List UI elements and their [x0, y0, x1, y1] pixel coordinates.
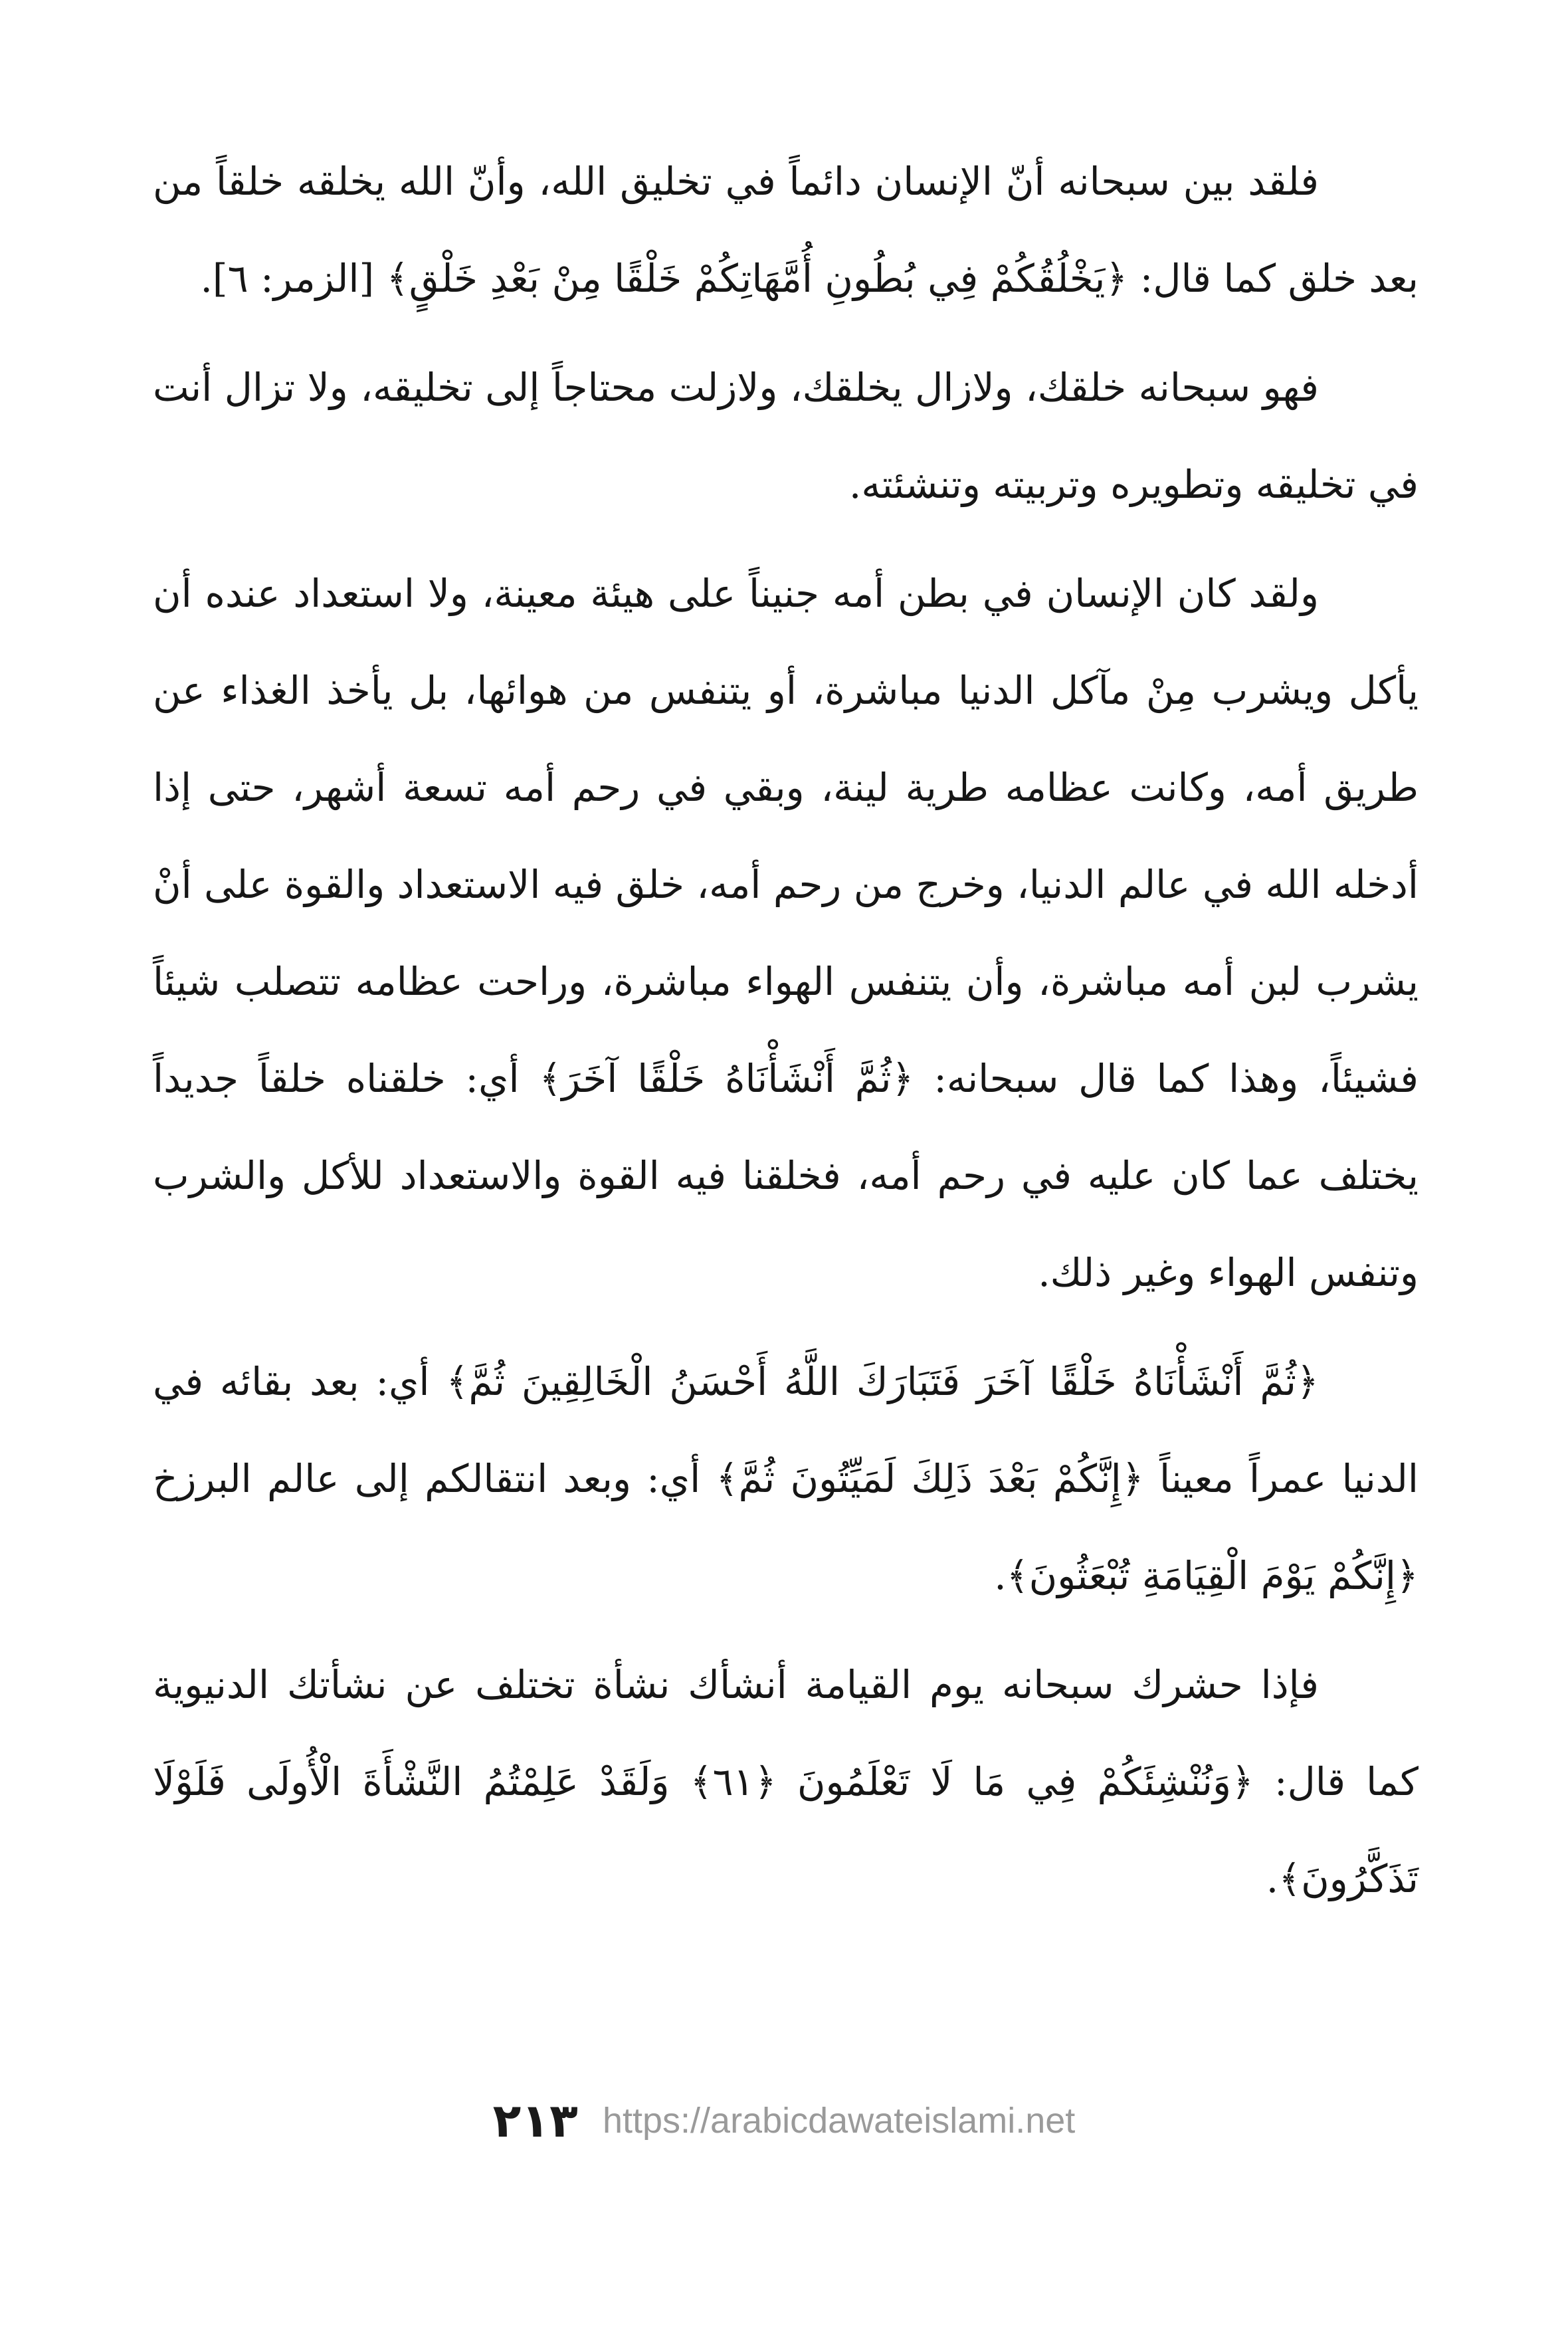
- paragraph-2: فهو سبحانه خلقك، ولازال يخلقك، ولازلت محتاجاً إلى تخليقه، ولا تزال أنت في تخليقه وتطويره وتربيته وتنشئته.: [153, 365, 1419, 507]
- page-footer: [0, 2093, 1568, 2148]
- page-number: ٢١٣: [492, 2093, 578, 2148]
- paragraph-5: فإذا حشرك سبحانه يوم القيامة أنشأك نشأة تختلف عن نشأتك الدنيوية كما قال: ﴿وَنُنْشِئَكُمْ فِي مَا لَا تَعْلَمُونَ ﴿٦١﴾ وَلَقَدْ عَلِمْتُمُ النَّشْأَةَ الْأُولَى فَلَوْلَا تَذَكَّرُونَ﴾.: [153, 1662, 1419, 1901]
- paragraph-3: ولقد كان الإنسان في بطن أمه جنيناً على هيئة معينة، ولا استعداد عنده أن يأكل ويشرب مِنْ مآكل الدنيا مباشرة، أو يتنفس من هوائها، بل يأخذ الغذاء عن طريق أمه، وكانت عظامه طرية لينة، وبقي في رحم أمه تسعة أشهر، حتى إذا أدخله الله في عالم الدنيا، وخرج من رحم أمه، خلق فيه الاستعداد والقوة على أنْ يشرب لبن أمه مباشرة، وأن يتنفس الهواء مباشرة، وراحت عظامه تتصلب شيئاً فشيئاً، وهذا كما قال سبحانه: ﴿ثُمَّ أَنْشَأْنَاهُ خَلْقًا آخَرَ﴾ أي: خلقناه خلقاً جديداً يختلف عما كان عليه في رحم أمه، فخلقنا فيه القوة والاستعداد للأكل والشرب وتنفس الهواء وغير ذلك.: [153, 571, 1419, 1295]
- watermark-url: https://arabicdawateislami.net: [602, 2101, 1076, 2141]
- paragraph-4: ﴿ثُمَّ أَنْشَأْنَاهُ خَلْقًا آخَرَ فَتَبَارَكَ اللَّهُ أَحْسَنُ الْخَالِقِينَ ثُمَّ﴾ أي: بعد بقائه في الدنيا عمراً معيناً ﴿إِنَّكُمْ بَعْدَ ذَلِكَ لَمَيِّتُونَ ثُمَّ﴾ أي: وبعد انتقالكم إلى عالم البرزخ ﴿إِنَّكُمْ يَوْمَ الْقِيَامَةِ تُبْعَثُونَ﴾.: [153, 1359, 1419, 1598]
- paragraph-1: فلقد بين سبحانه أنّ الإنسان دائماً في تخليق الله، وأنّ الله يخلقه خلقاً من بعد خلق كما قال: ﴿يَخْلُقُكُمْ فِي بُطُونِ أُمَّهَاتِكُمْ خَلْقًا مِنْ بَعْدِ خَلْقٍ﴾ [الزمر: ٦].: [153, 159, 1419, 301]
- page-body: [153, 133, 1419, 1927]
